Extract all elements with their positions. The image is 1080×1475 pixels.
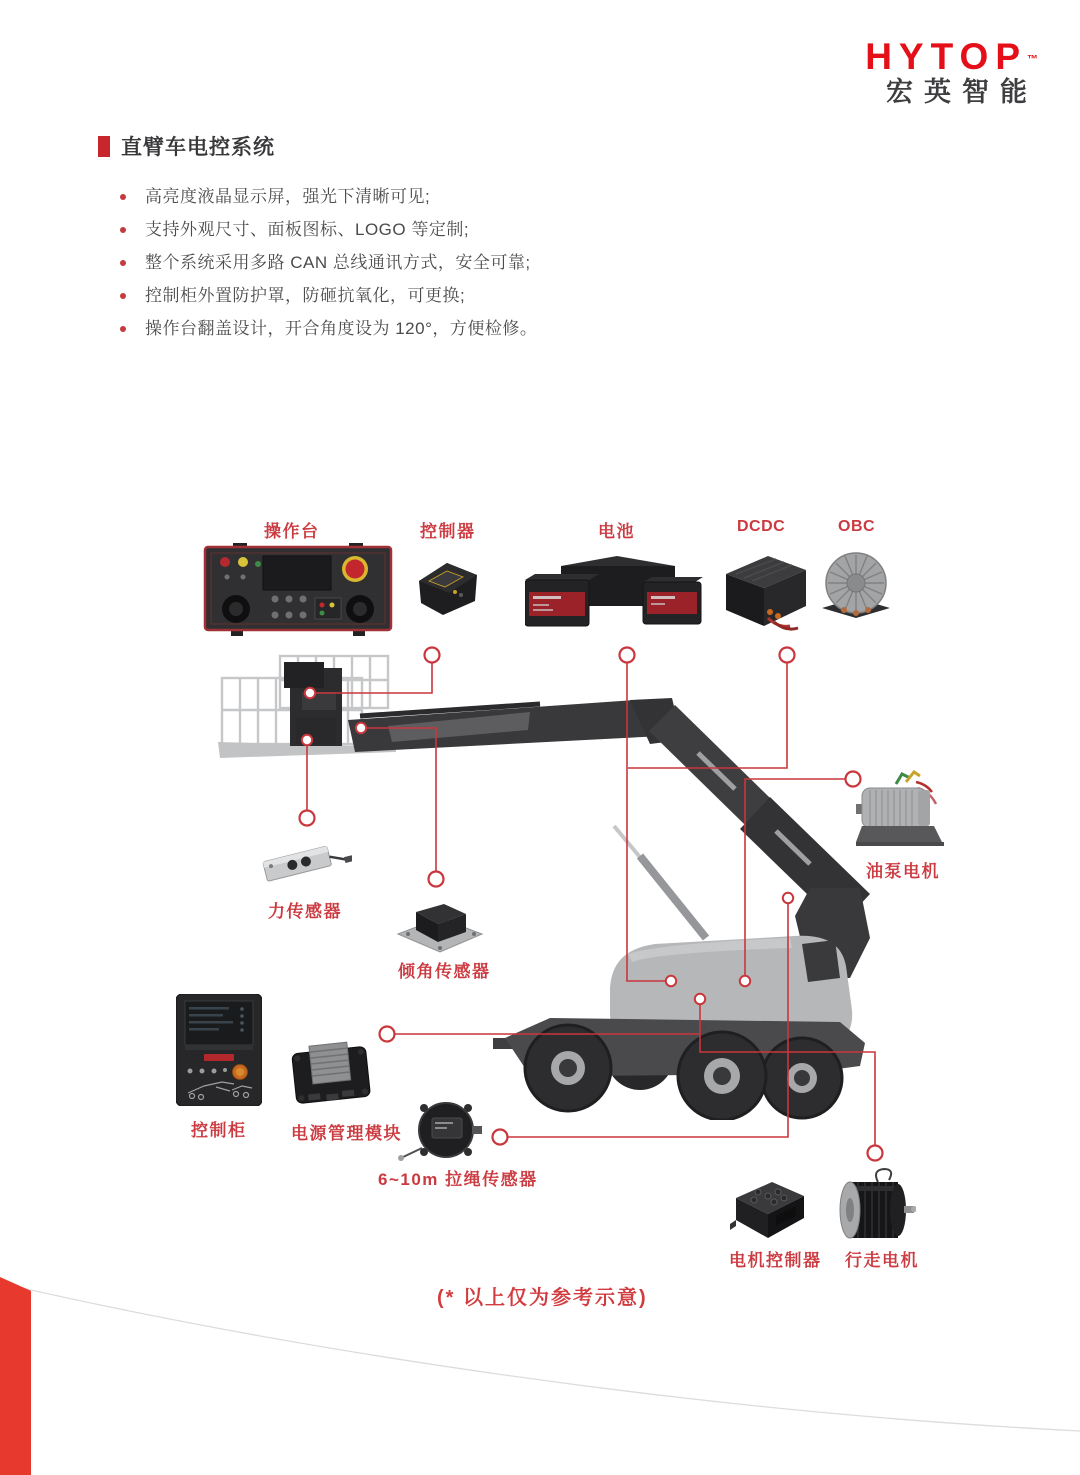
label-oil-pump-motor: 油泵电机 xyxy=(866,862,940,881)
label-force-sensor: 力传感器 xyxy=(268,902,342,921)
anchor-dots xyxy=(302,688,793,1004)
footer-note: (* 以上仅为参考示意) xyxy=(437,1287,648,1309)
brand-logo-chinese: 宏英智能 xyxy=(886,77,1038,107)
list-item: 操作台翻盖设计，开合角度设为 120°，方便检修。 xyxy=(120,318,740,351)
callout-circles xyxy=(300,648,883,1161)
list-item: 整个系统采用多路 CAN 总线通讯方式，安全可靠; xyxy=(120,252,740,285)
brand-logo-latin: HYTOP™ xyxy=(865,36,1038,77)
label-control-cabinet: 控制柜 xyxy=(191,1121,247,1140)
label-motor-controller: 电机控制器 xyxy=(729,1251,822,1270)
label-power-module: 电源管理模块 xyxy=(291,1124,402,1143)
corner-accent-band xyxy=(0,1277,31,1475)
label-battery: 电池 xyxy=(598,522,635,541)
label-tilt-sensor: 倾角传感器 xyxy=(398,962,491,981)
label-obc: OBC xyxy=(838,518,876,535)
list-item: 支持外观尺寸、面板图标、LOGO 等定制; xyxy=(120,219,740,252)
label-travel-motor: 行走电机 xyxy=(845,1251,919,1270)
list-item: 高亮度液晶显示屏，强光下清晰可见; xyxy=(120,186,740,219)
label-controller: 控制器 xyxy=(420,522,476,541)
label-console: 操作台 xyxy=(264,522,320,541)
label-dcdc: DCDC xyxy=(737,518,786,535)
label-rope-sensor: 6~10m 拉绳传感器 xyxy=(378,1170,538,1189)
list-item: 控制柜外置防护罩，防砸抗氧化，可更换; xyxy=(120,285,740,318)
trademark-symbol: ™ xyxy=(1027,53,1038,66)
page-title: 直臂车电控系统 xyxy=(121,136,275,159)
